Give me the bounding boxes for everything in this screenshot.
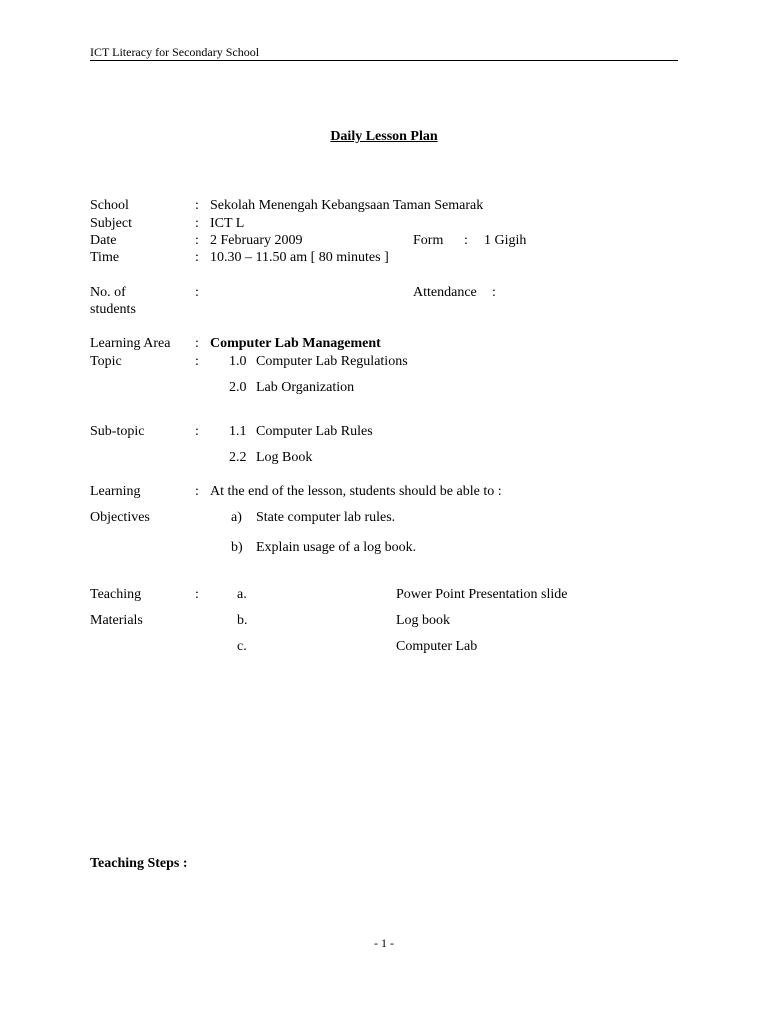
school-value: Sekolah Menengah Kebangsaan Taman Semarak (210, 198, 484, 213)
students-label-line2: students (90, 302, 136, 317)
objective-text: State computer lab rules. (256, 510, 396, 525)
material-text: Computer Lab (396, 639, 478, 654)
subject-value: ICT L (210, 216, 245, 231)
topic-item-number: 1.0 (229, 354, 247, 369)
topic-colon: : (195, 354, 199, 369)
objectives-label-line2: Objectives (90, 510, 150, 525)
objective-text: Explain usage of a log book. (256, 540, 417, 555)
learning-area-label: Learning Area (90, 336, 171, 351)
topic-item-text: Lab Organization (256, 380, 355, 395)
date-colon: : (195, 233, 199, 248)
page-number: - 1 - (374, 936, 394, 950)
objective-marker: b) (231, 540, 243, 555)
school-colon: : (195, 198, 199, 213)
subtopic-item-text: Log Book (256, 450, 313, 465)
subtopic-item-text: Computer Lab Rules (256, 424, 373, 439)
date-value: 2 February 2009 (210, 233, 303, 248)
date-label: Date (90, 233, 117, 248)
material-marker: b. (237, 613, 248, 628)
teaching-steps-heading: Teaching Steps : (90, 856, 188, 871)
school-label: School (90, 198, 129, 213)
objectives-colon: : (195, 484, 199, 499)
header-rule (90, 60, 678, 61)
subtopic-label: Sub-topic (90, 424, 145, 439)
attendance-label: Attendance (413, 285, 477, 300)
materials-colon: : (195, 587, 199, 602)
attendance-colon: : (492, 285, 496, 300)
subject-colon: : (195, 216, 199, 231)
form-value: 1 Gigih (484, 233, 527, 248)
form-colon: : (464, 233, 468, 248)
page-title: Daily Lesson Plan (330, 129, 438, 144)
material-text: Power Point Presentation slide (396, 587, 568, 602)
materials-label-line2: Materials (90, 613, 143, 628)
learning-area-colon: : (195, 336, 199, 351)
topic-label: Topic (90, 354, 122, 369)
topic-item-text: Computer Lab Regulations (256, 354, 408, 369)
form-label: Form (413, 233, 444, 248)
objectives-intro: At the end of the lesson, students should be able to : (210, 484, 502, 499)
material-text: Log book (396, 613, 451, 628)
students-colon: : (195, 285, 199, 300)
students-label-line1: No. of (90, 285, 126, 300)
materials-label-line1: Teaching (90, 587, 142, 602)
material-marker: c. (237, 639, 247, 654)
running-header: ICT Literacy for Secondary School (90, 45, 260, 59)
subtopic-colon: : (195, 424, 199, 439)
time-colon: : (195, 250, 199, 265)
time-value: 10.30 – 11.50 am [ 80 minutes ] (210, 250, 389, 265)
subtopic-item-number: 2.2 (229, 450, 247, 465)
subtopic-item-number: 1.1 (229, 424, 247, 439)
material-marker: a. (237, 587, 247, 602)
topic-item-number: 2.0 (229, 380, 247, 395)
subject-label: Subject (90, 216, 132, 231)
learning-area-value: Computer Lab Management (210, 336, 381, 351)
time-label: Time (90, 250, 120, 265)
objective-marker: a) (231, 510, 242, 525)
objectives-label-line1: Learning (90, 484, 141, 499)
